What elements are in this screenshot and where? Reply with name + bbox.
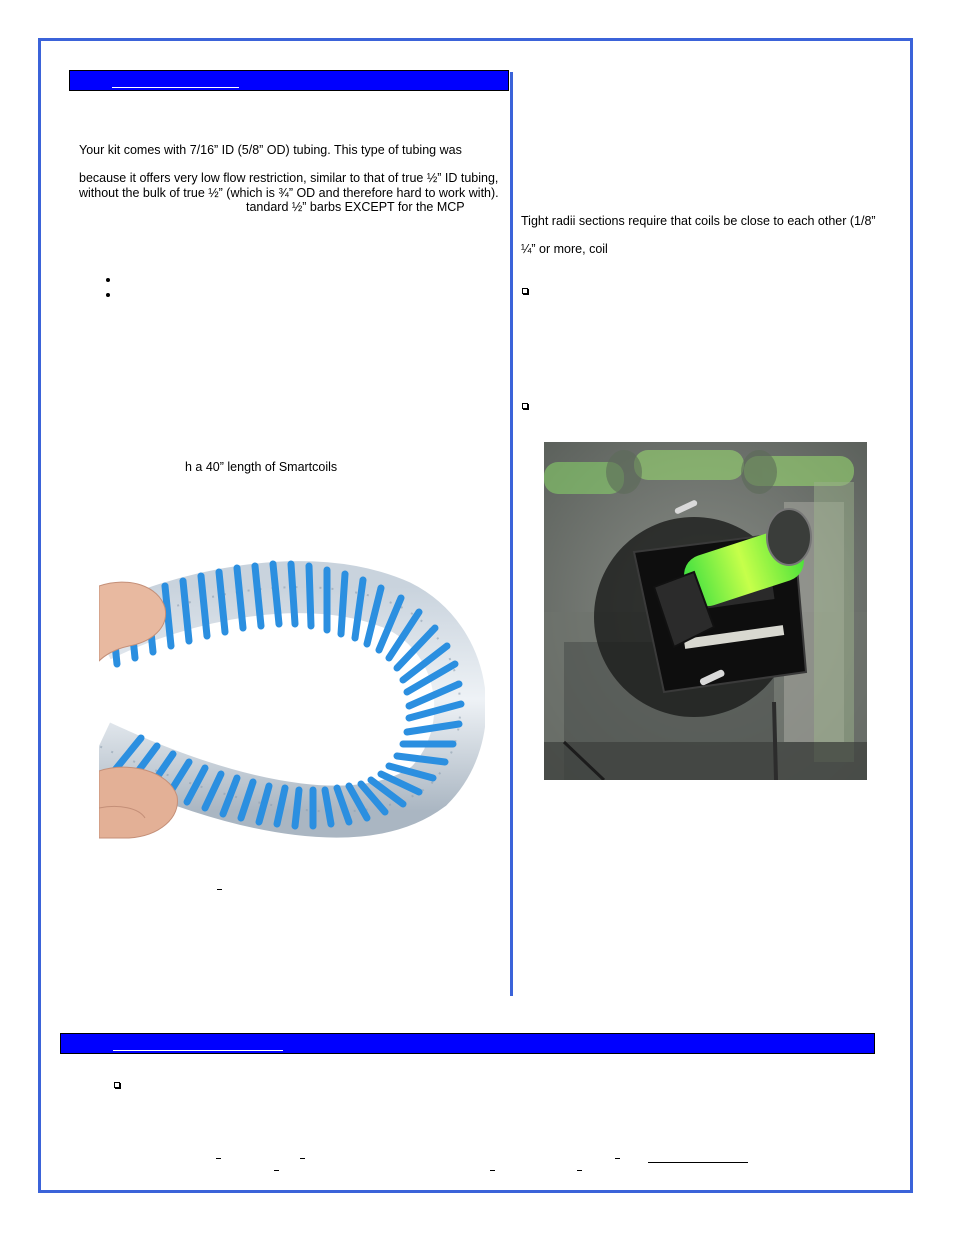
header-underline: [113, 1050, 283, 1051]
small-dash: [274, 1170, 279, 1171]
small-dash: [490, 1170, 495, 1171]
small-dash: [300, 1158, 305, 1159]
small-dash: [217, 889, 222, 890]
paragraph-fragment: h a 40” length of Smartcoils: [185, 460, 338, 474]
column-divider: [510, 72, 513, 996]
paragraph-line: without the bulk of true ½” (which is ¾” OD and therefore hard to work with).: [79, 186, 499, 200]
hyperlink-underline[interactable]: [648, 1162, 748, 1163]
bullet-dot: [106, 278, 110, 282]
paragraph-line: ¼” or more, coil: [521, 242, 608, 256]
pump-green-tubing-photo: [544, 442, 867, 780]
small-dash: [615, 1158, 620, 1159]
section-header-bar: [69, 70, 509, 91]
coil-tubing-photo: [99, 546, 485, 845]
header-underline: [112, 87, 239, 88]
bullet-dot: [106, 293, 110, 297]
small-dash: [216, 1158, 221, 1159]
checkbox-bullet: [114, 1082, 120, 1088]
checkbox-bullet: [522, 288, 528, 294]
paragraph-line: tandard ½” barbs EXCEPT for the MCP: [246, 200, 465, 214]
paragraph-line: Your kit comes with 7/16” ID (5/8” OD) tubing. This type of tubing was: [79, 143, 462, 157]
paragraph-line: because it offers very low flow restriction, similar to that of true ½” ID tubing,: [79, 171, 499, 185]
section-header-bar: [60, 1033, 875, 1054]
small-dash: [577, 1170, 582, 1171]
paragraph-line: Tight radii sections require that coils be close to each other (1/8”: [521, 214, 876, 228]
checkbox-bullet: [522, 403, 528, 409]
